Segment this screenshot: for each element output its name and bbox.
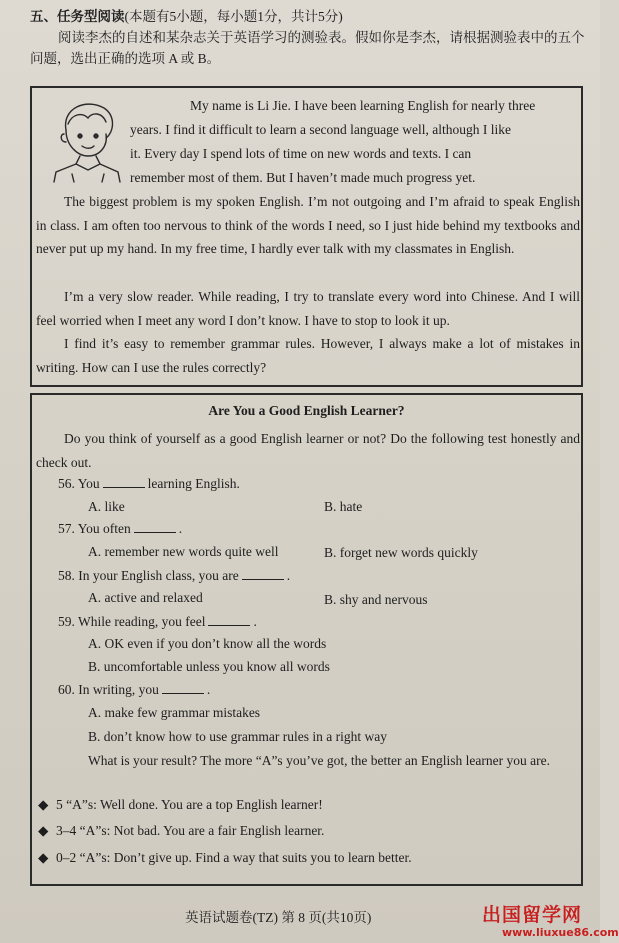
result-2 bbox=[38, 823, 324, 839]
section-title: 五、任务型阅读 bbox=[30, 9, 125, 24]
result-2-text: 3–4 “A”s: Not bad. You are a fair English learner. bbox=[56, 823, 325, 838]
question-stem-end: . bbox=[178, 521, 183, 536]
question-stem-end: . bbox=[206, 682, 211, 697]
option-57-b[interactable]: B. forget new words quickly bbox=[324, 545, 478, 560]
watermark-url: www.liuxue86.com bbox=[502, 926, 619, 939]
diamond-bullet-icon: ◆ bbox=[38, 797, 49, 812]
option-60-b[interactable]: B. don’t know how to use grammar rules in a right way bbox=[88, 729, 387, 744]
option-59-a[interactable]: A. OK even if you don’t know all the words bbox=[88, 636, 327, 651]
paragraph-3: I’m a very slow reader. While reading, I try to translate every word into Chinese. And I will feel worried when I meet any word I don’t know. I have to stop to look it up. bbox=[36, 289, 580, 328]
answer-blank[interactable] bbox=[242, 567, 284, 580]
option-58-a[interactable]: A. active and relaxed bbox=[88, 590, 203, 605]
option-59-b[interactable]: B. uncomfortable unless you know all words bbox=[88, 659, 330, 674]
option-58-b[interactable]: B. shy and nervous bbox=[324, 592, 428, 607]
question-number: 57. bbox=[58, 521, 75, 536]
diamond-bullet-icon: ◆ bbox=[38, 823, 49, 838]
option-60-a[interactable]: A. make few grammar mistakes bbox=[88, 705, 261, 720]
question-number: 56. bbox=[58, 476, 75, 491]
instruction-line-1: 阅读李杰的自述和某杂志关于英语学习的测验表。假如你是李杰，请根据测验表中的五个 bbox=[58, 30, 585, 45]
question-number: 58. bbox=[58, 568, 75, 583]
result-1 bbox=[38, 797, 323, 813]
result-3-text: 0–2 “A”s: Don’t give up. Find a way that suits you to learn better. bbox=[56, 850, 412, 865]
answer-blank[interactable] bbox=[134, 520, 176, 533]
paragraph-1-line-4: remember most of them. But I haven’t made much progress yet. bbox=[130, 170, 476, 185]
paragraph-1-line-2: years. I find it difficult to learn a second language well, although I like bbox=[130, 122, 512, 137]
section-header bbox=[30, 6, 586, 69]
watermark-title: 出国留学网 bbox=[482, 904, 583, 926]
instruction-line-2: 问题，选出正确的选项 A 或 B。 bbox=[30, 51, 221, 66]
question-stem: You bbox=[77, 476, 100, 491]
question-stem-end: learning English. bbox=[147, 476, 240, 491]
quiz-intro: Do you think of yourself as a good English learner or not? Do the following test honestly and check out. bbox=[36, 431, 580, 470]
question-stem: While reading, you feel bbox=[78, 614, 206, 629]
question-56 bbox=[58, 475, 240, 492]
result-1-text: 5 “A”s: Well done. You are a top English learner! bbox=[56, 797, 323, 812]
question-stem-end: . bbox=[253, 614, 257, 629]
question-stem-end: . bbox=[286, 568, 291, 583]
question-stem: In writing, you bbox=[78, 682, 159, 697]
question-number: 59. bbox=[58, 614, 75, 629]
boy-portrait-icon bbox=[46, 94, 126, 182]
question-stem: In your English class, you are bbox=[78, 568, 239, 583]
paragraph-1-line-3: it. Every day I spend lots of time on new words and texts. I can bbox=[130, 146, 472, 161]
quiz-box bbox=[30, 393, 583, 886]
diamond-bullet-icon: ◆ bbox=[38, 850, 49, 865]
result-question: What is your result? The more “A”s you’ve got, the better an English learner you are. bbox=[88, 753, 550, 768]
option-56-b[interactable]: B. hate bbox=[324, 499, 363, 514]
option-57-a[interactable]: A. remember new words quite well bbox=[88, 544, 279, 559]
option-56-a[interactable]: A. like bbox=[88, 499, 125, 514]
site-watermark bbox=[478, 900, 619, 943]
passage-box bbox=[30, 86, 583, 387]
page-footer: 英语试题卷(TZ) 第 8 页(共10页) bbox=[185, 910, 372, 925]
question-stem: You often bbox=[77, 521, 131, 536]
answer-blank[interactable] bbox=[103, 475, 145, 488]
quiz-title: Are You a Good English Learner? bbox=[208, 403, 405, 418]
paragraph-4: I find it’s easy to remember grammar rules. However, I always make a lot of mistakes in writing. How can I use the rules correctly? bbox=[36, 336, 580, 375]
question-number: 60. bbox=[58, 682, 75, 697]
question-60 bbox=[58, 681, 210, 698]
question-58 bbox=[58, 567, 290, 584]
section-note: (本题有5小题，每小题1分，共计5分) bbox=[124, 9, 343, 24]
answer-blank[interactable] bbox=[162, 681, 204, 694]
result-3 bbox=[38, 850, 412, 866]
question-57 bbox=[58, 520, 182, 537]
answer-blank[interactable] bbox=[208, 613, 250, 626]
paragraph-1-line-1: My name is Li Jie. I have been learning English for nearly three bbox=[190, 98, 536, 113]
paragraph-2: The biggest problem is my spoken English. I’m not outgoing and I’m afraid to speak English in class. I am often too nervous to think of the words I need, so I just hide behind my textbooks and never put up my hand. In my free time, I hardly ever talk with my classmates in English. bbox=[36, 194, 580, 257]
question-59 bbox=[58, 613, 257, 630]
